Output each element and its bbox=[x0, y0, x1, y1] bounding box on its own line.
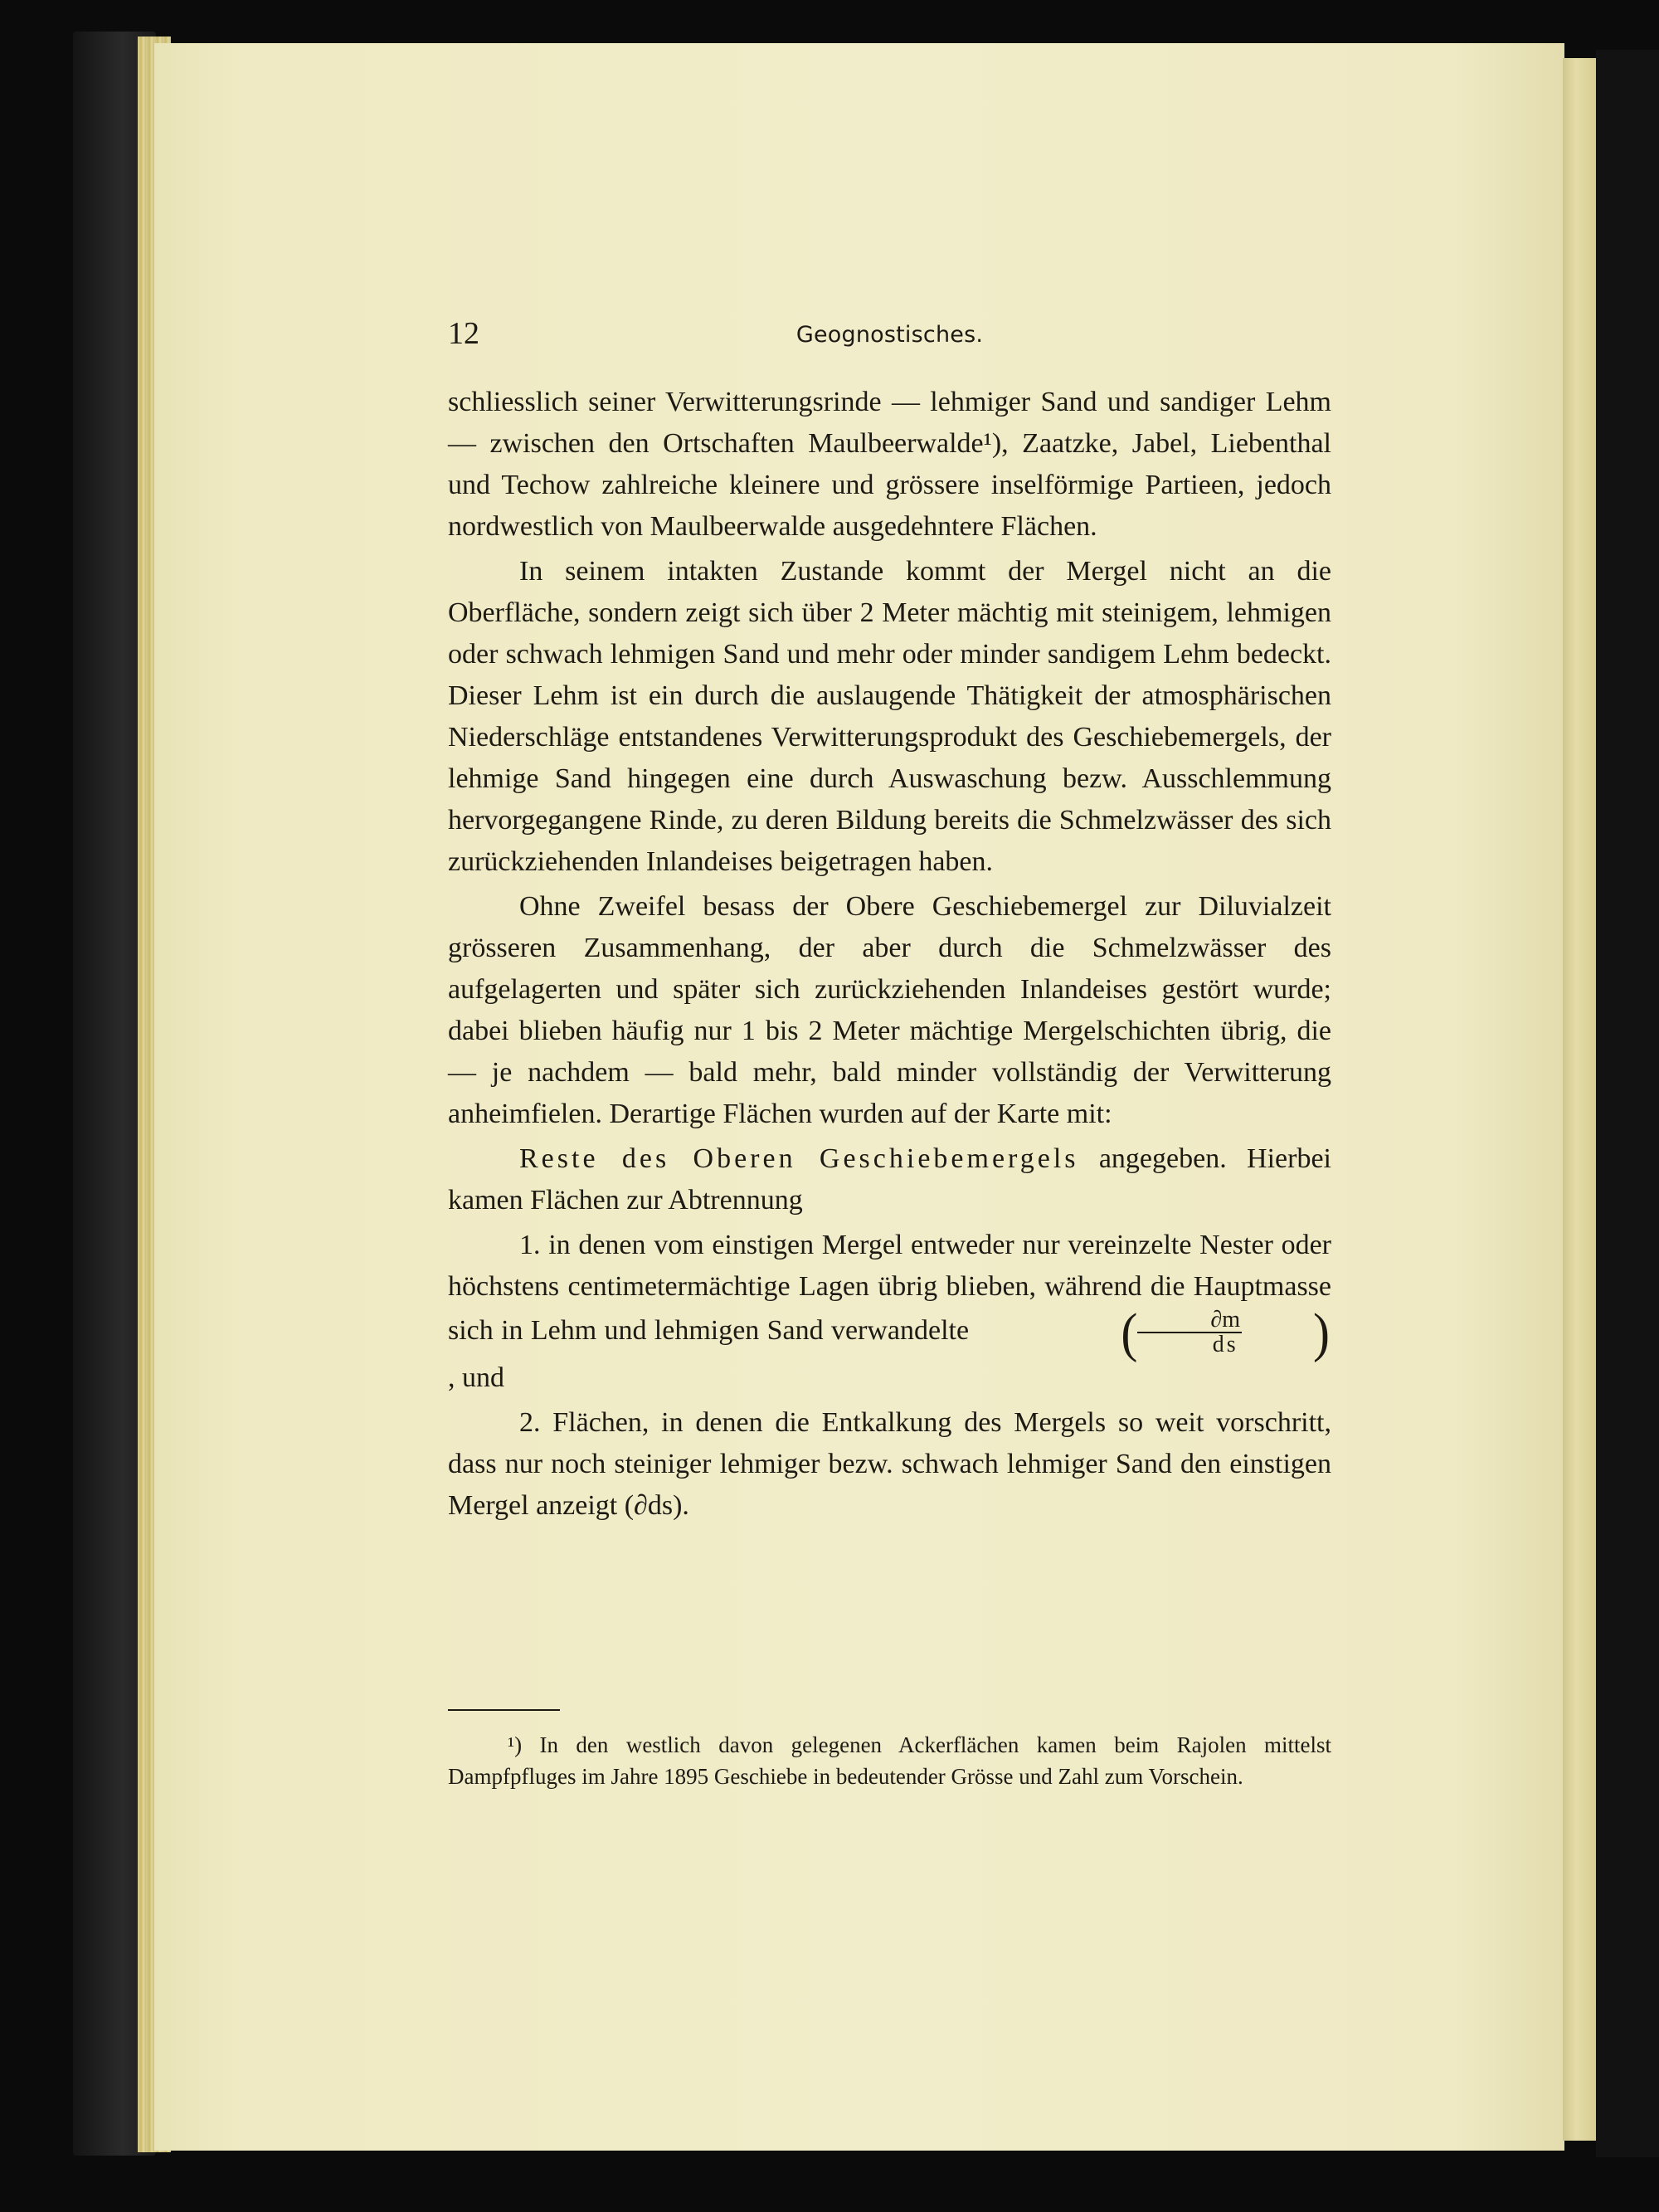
reste-spaced-term: Reste des Oberen Geschiebemergels bbox=[519, 1143, 1079, 1174]
footnote-rule bbox=[448, 1709, 560, 1711]
reste-rest: angegeben. Hierbei kamen Flächen zur Abtrennung bbox=[448, 1143, 1331, 1216]
page-header bbox=[448, 315, 1331, 365]
book-cover-right bbox=[1596, 50, 1659, 2157]
running-title: Geognostisches. bbox=[795, 322, 984, 348]
list-item-1-after: , und bbox=[448, 1362, 504, 1393]
page-number: 12 bbox=[448, 316, 479, 351]
page-edges-right bbox=[1563, 58, 1596, 2141]
fraction-numerator: ∂m bbox=[1137, 1308, 1242, 1333]
list-item-1 bbox=[448, 1225, 1331, 1399]
fraction-symbol: ( $\frac{\partial m}{ds}$ ) bbox=[1121, 1302, 1330, 1363]
list-item-2: 2. Flächen, in denen die Entkalkung des Mergels so weit vorschritt, dass nur noch steiniger lehmiger bezw. schwach lehmiger Sand den einstigen Mergel anzeigt (∂ds). bbox=[448, 1407, 1331, 1521]
paragraph-3: Ohne Zweifel besass der Obere Geschiebemergel zur Diluvialzeit grösseren Zusammenhang, der aber durch die Schmelzwässer des aufgelagerten und später sich zurückziehenden Inlandeises gestört wurde; dabei blieben häufig nur 1 bis 2 Meter mächtige Mergelschichten übrig, die — je nachdem — bald mehr, bald minder vollständig der Verwitterung anheimfielen. Derartige Flächen wurden auf der Karte mit: bbox=[448, 891, 1331, 1129]
paragraph-2: In seinem intakten Zustande kommt der Mergel nicht an die Oberfläche, sondern zeigt sich über 2 Meter mächtig mit steinigem, lehmigen oder schwach lehmigen Sand und mehr oder minder sandigem Lehm bedeckt. Dieser Lehm ist ein durch die auslaugende Thätigkeit der atmosphärischen Niederschläge entstandenes Verwitterungsprodukt des Geschiebemergels, der lehmige Sand hingegen eine durch Auswaschung bezw. Ausschlemmung hervorgegangene Rinde, zu deren Bildung bereits die Schmelzwässer des sich zurückziehenden Inlandeises beigetragen haben. bbox=[448, 556, 1331, 877]
list-item-1-text: 1. in denen vom einstigen Mergel entweder nur vereinzelte Nester oder höchstens centimetermächtige Lagen übrig blieben, während die Hauptmasse sich in Lehm und lehmigen Sand verwandelte bbox=[448, 1230, 1331, 1346]
footnote: ¹) In den westlich davon gelegenen Ackerflächen kamen beim Rajolen mittelst Dampfpfluges im Jahre 1895 Geschiebe in bedeutender Grösse und Zahl zum Vorschein. bbox=[448, 1732, 1331, 1789]
body-text bbox=[448, 382, 1331, 1527]
paragraph-1: schliesslich seiner Verwitterungsrinde — lehmiger Sand und sandiger Lehm — zwischen den Ortschaften Maulbeerwalde¹), Zaatzke, Jabel, Liebenthal und Techow zahlreiche kleinere und grössere inselförmige Partieen, jedoch nordwestlich von Maulbeerwalde ausgedehntere Flächen. bbox=[448, 387, 1331, 542]
paragraph-reste bbox=[448, 1138, 1331, 1221]
fraction-denominator: ds bbox=[1212, 1332, 1238, 1357]
